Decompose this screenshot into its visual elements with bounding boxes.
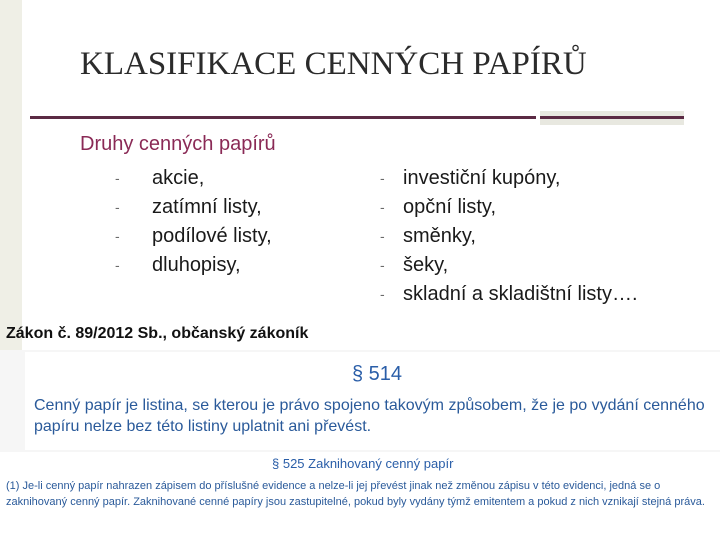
law-reference: Zákon č. 89/2012 Sb., občanský zákoník	[6, 325, 309, 342]
list-item-label: podílové listy,	[152, 225, 272, 247]
section-514-text: Cenný papír je listina, se kterou je právo spojeno takovým způsobem, že je po vydání cenného papíru nelze bez této listiny uplatnit ani převést.	[34, 397, 705, 435]
title-rule-accent	[540, 111, 684, 125]
bullet-dash: -	[115, 170, 120, 186]
bullet-dash: -	[115, 257, 120, 273]
section-525-heading: § 525 Zaknihovaný cenný papír	[272, 456, 454, 471]
list-item-label: akcie,	[152, 167, 205, 189]
bullet-dash: -	[380, 228, 385, 244]
slide-subtitle: Druhy cenných papírů	[80, 133, 276, 155]
list-item-label: investiční kupóny,	[403, 167, 561, 189]
list-item-label: šeky,	[403, 254, 449, 276]
list-item-label: skladní a skladištní listy….	[403, 283, 638, 305]
list-item-label: zatímní listy,	[152, 196, 262, 218]
title-rule	[30, 116, 536, 119]
list-item-label: opční listy,	[403, 196, 496, 218]
bullet-dash: -	[380, 199, 385, 215]
bullet-dash: -	[380, 170, 385, 186]
section-525-text: (1) Je-li cenný papír nahrazen zápisem do příslušné evidence a nelze-li jej převést jinak než změnou zápisu v této evidenci, jedná se o zaknihovaný cenný papír. Zaknihované cenné papíry jsou zastupitelné, pokud byly vydány týmž emitentem a pokud z nich vznikají stejná práva.	[6, 480, 705, 508]
bullet-dash: -	[115, 228, 120, 244]
bullet-dash: -	[380, 257, 385, 273]
list-item-label: směnky,	[403, 225, 476, 247]
list-item-label: dluhopisy,	[152, 254, 241, 276]
slide-title: KLASIFIKACE CENNÝCH PAPÍRŮ	[80, 46, 587, 82]
bullet-dash: -	[380, 286, 385, 302]
bullet-dash: -	[115, 199, 120, 215]
section-514-heading: § 514	[352, 363, 403, 385]
